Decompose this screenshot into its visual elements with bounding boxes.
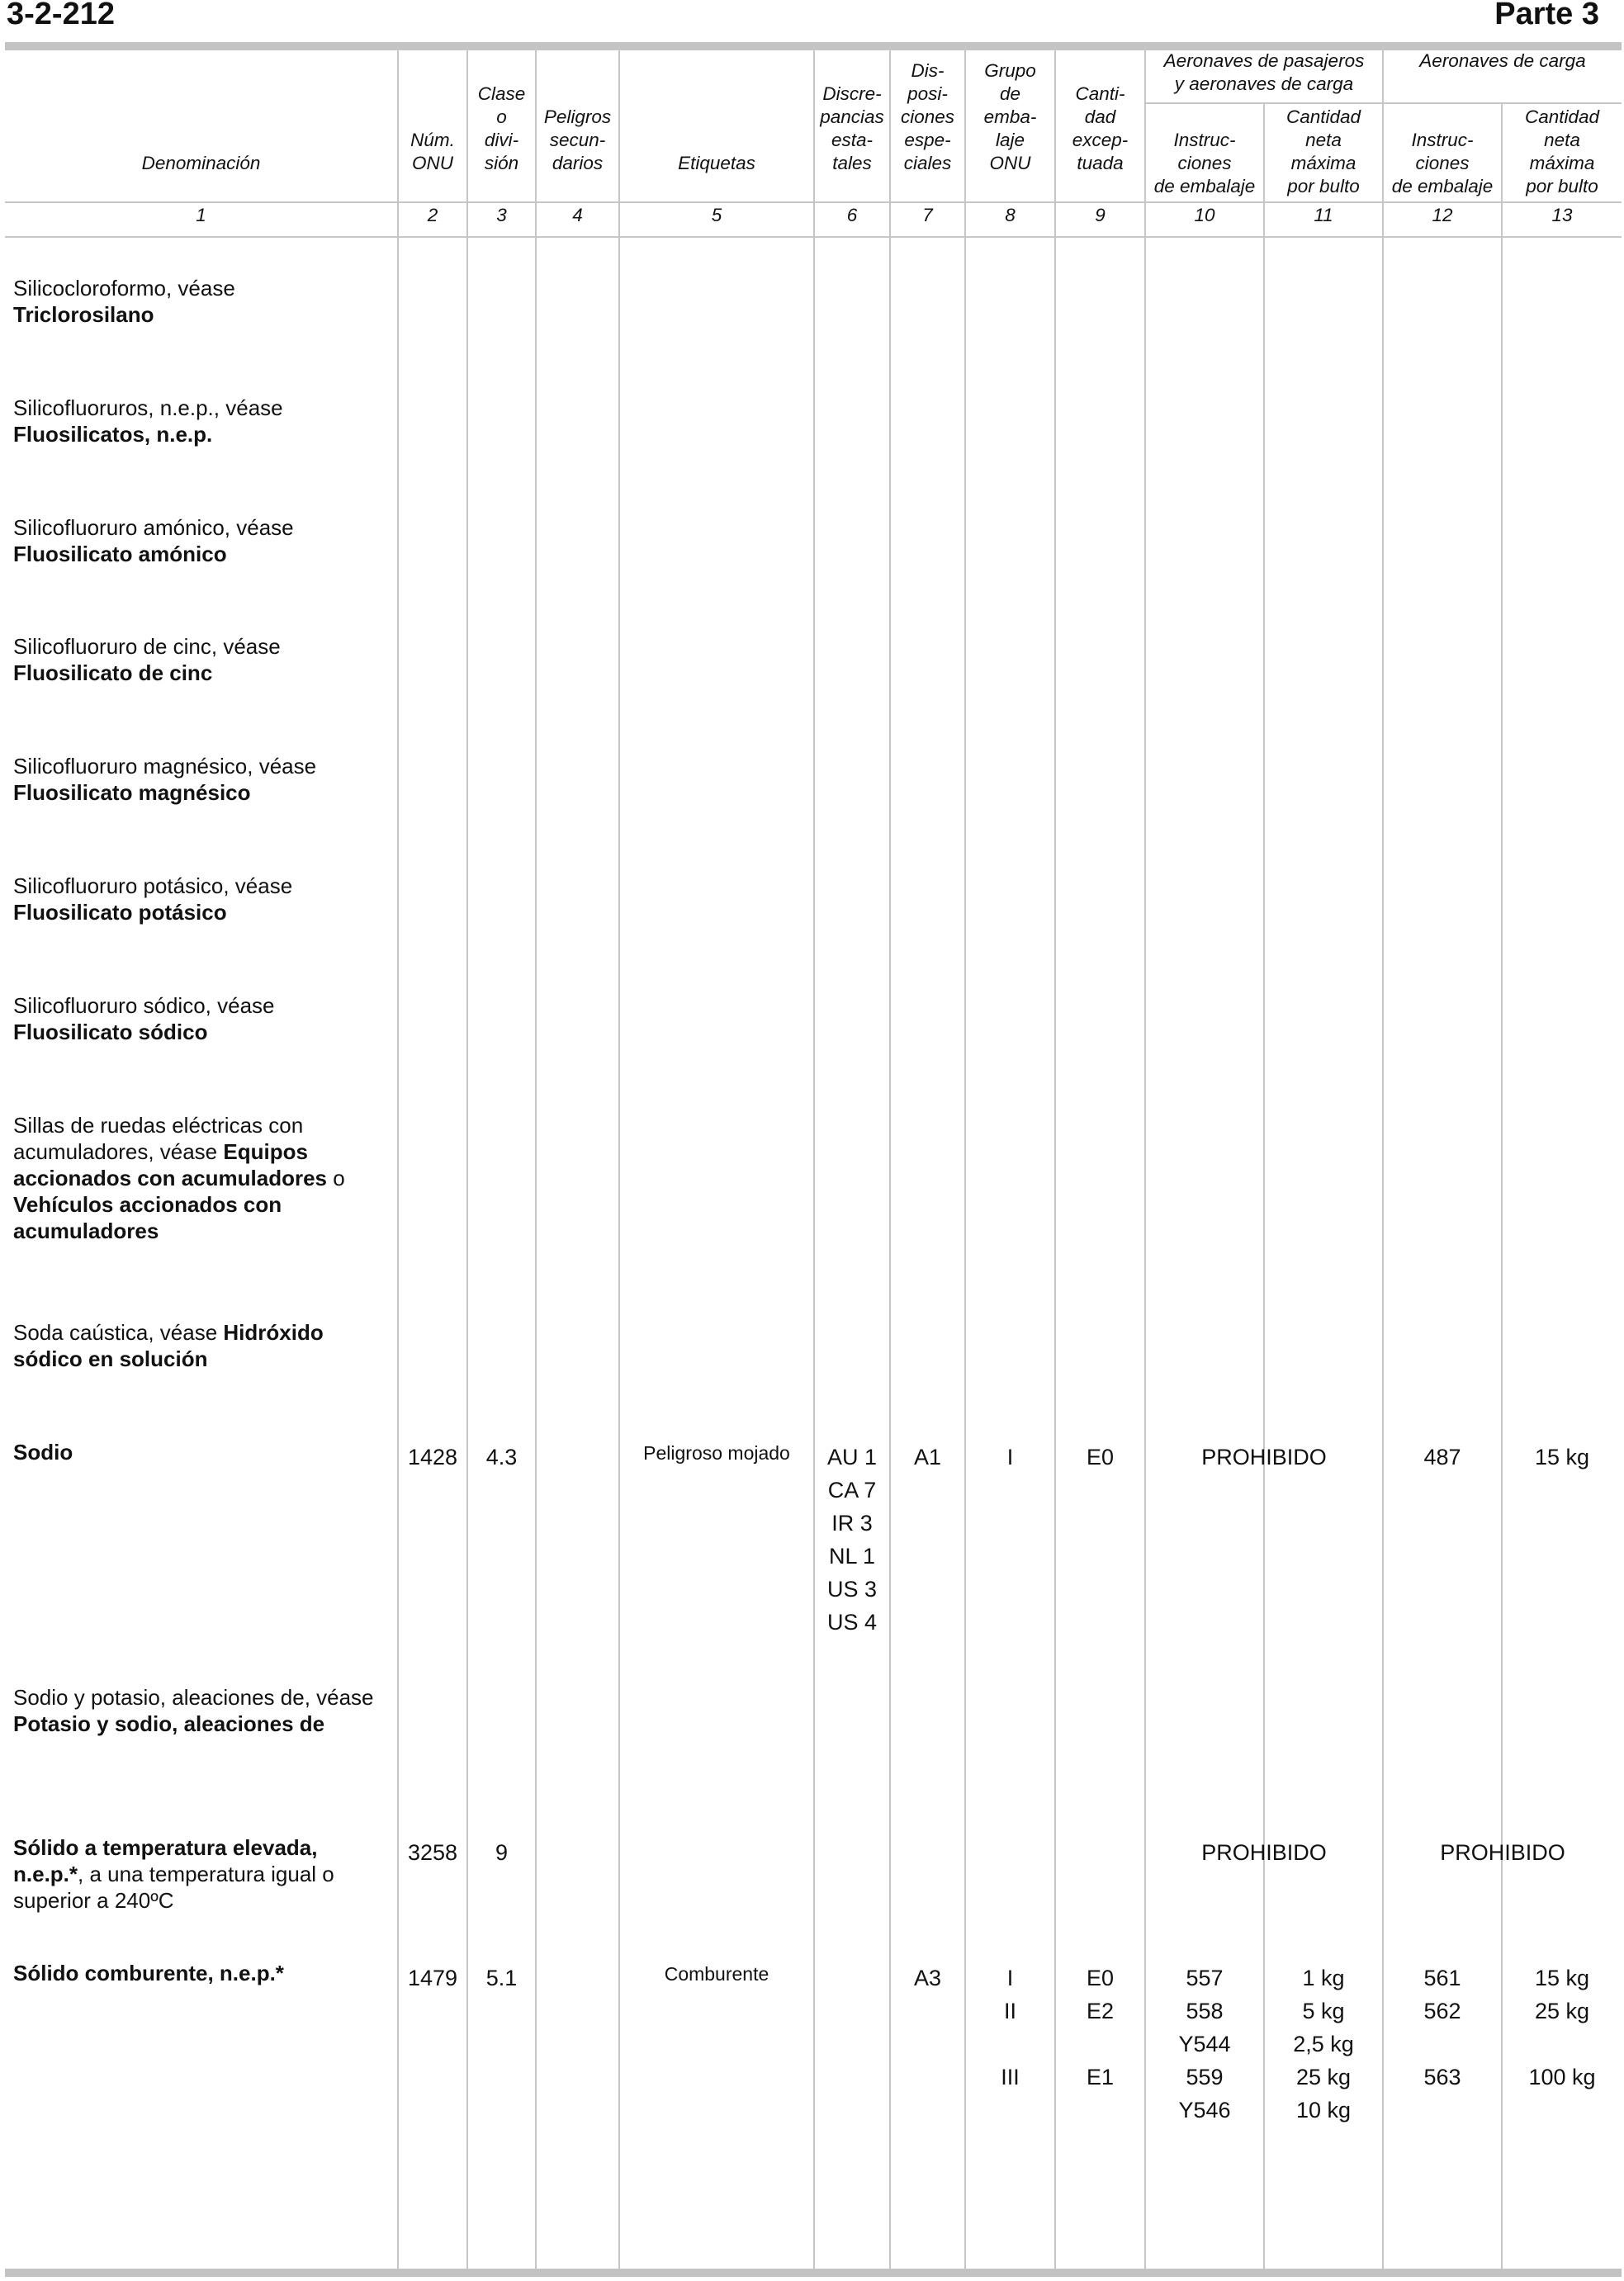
header-grupo: Grupo de emba- laje ONU [983,60,1037,173]
header-cantidad-neta-pasajeros: Cantidad neta máxima por bulto [1285,106,1361,196]
excepted-quantity: E0 E2 E1 [1086,1966,1115,2089]
column-number: 11 [1314,205,1333,225]
entry-text: Silicofluoruro potásico, véase [13,873,293,898]
entry-text: Sodio y potasio, aleaciones de, véase [13,1685,374,1710]
col-divider [535,46,537,2269]
header-cantidad-exceptuada: Canti- dad excep- tuada [1072,83,1129,173]
header-discrepancias: Discre- pancias esta- tales [820,83,884,173]
cargo-net-quantity: 15 kg [1534,1445,1590,1469]
header-divider [5,236,1622,238]
entry-reference: Hidróxido sódico en solución [13,1320,324,1371]
table-row [13,514,381,567]
un-number: 1479 [407,1966,458,1990]
entry-text: Silicofluoruro de cinc, véase [13,634,281,659]
state-variations: AU 1 CA 7 IR 3 NL 1 US 3 US 4 [826,1445,878,1635]
table-row [13,275,381,328]
entry-text: Silicofluoruro magnésico, véase [13,754,317,778]
header-instrucciones-carga: Instruc- ciones de embalaje [1391,130,1494,196]
entry-reference: Fluosilicatos, n.e.p. [13,422,213,447]
passenger-net-quantity: 1 kg 5 kg 2,5 kg 25 kg 10 kg [1293,1966,1354,2122]
column-number: 10 [1194,205,1215,225]
cargo-packing-instruction: 487 [1423,1445,1461,1469]
class-division: 5.1 [485,1966,518,1990]
entry-text: o [333,1166,345,1190]
column-number: 13 [1551,205,1573,225]
un-number: 1428 [407,1445,458,1469]
column-number: 1 [196,205,206,225]
col-divider [1501,103,1503,2269]
passenger-packing-instruction: 557 558 Y544 559 Y546 [1178,1966,1231,2122]
entry-reference: Fluosilicato magnésico [13,780,251,805]
class-division: 9 [495,1840,509,1865]
packing-group: I II III [1001,1966,1020,2089]
cargo-net-quantity: 15 kg 25 kg 100 kg [1528,1966,1596,2089]
col-divider [1144,46,1146,2269]
col-divider [889,46,891,2269]
header-cantidad-neta-carga: Cantidad neta máxima por bulto [1524,106,1600,196]
header-instrucciones-pasajeros: Instruc- ciones de embalaje [1153,130,1256,196]
label-text: Comburente [664,1963,769,1985]
entry-reference: Fluosilicato de cinc [13,660,213,685]
col-divider [618,46,620,2269]
excepted-quantity: E0 [1086,1445,1115,1469]
col-divider [964,46,966,2269]
header-disposiciones: Dis- posi- ciones espe- ciales [900,60,955,173]
entry-reference: Fluosilicato sódico [13,1020,208,1044]
entry-text: Soda caústica, véase [13,1320,218,1345]
table-row [13,395,381,447]
entry-text: Silicofluoruro amónico, véase [13,515,294,540]
column-number: 6 [846,205,858,225]
entry-name: Sodio [13,1440,73,1465]
page-number: 3-2-212 [7,0,115,31]
label-text: Peligroso mojado [643,1442,790,1464]
header-aeronaves-carga: Aeronaves de carga [1419,50,1586,71]
table-row [13,1319,381,1372]
header-clase: Clase o divi- sión [477,83,526,173]
entry-text: Silicofluoruros, n.e.p., véase [13,395,283,420]
entry-name: Sólido a temperatura elevada, n.e.p.* [13,1835,318,1886]
column-number: 8 [1005,205,1016,225]
entry-text: , a una temperatura igual o superior a 240ºC [13,1862,334,1913]
bottom-rule [5,2269,1622,2277]
column-number: 12 [1432,205,1453,225]
part-label: Parte 3 [1494,0,1599,31]
class-division: 4.3 [485,1445,518,1469]
col-divider [1054,46,1056,2269]
packing-group: I [1006,1445,1014,1469]
passenger-aircraft-status: PROHIBIDO [1201,1445,1327,1469]
column-number: 9 [1095,205,1106,225]
table-row [13,873,381,925]
entry-text: Sillas de ruedas eléctricas con acumuladores, véase [13,1113,304,1164]
table-row [13,1684,381,1737]
header-aeronaves-pasajeros: Aeronaves de pasajeros y aeronaves de carga [1163,50,1365,94]
entry-reference: Triclorosilano [13,302,154,327]
entry-text: Silicofluoruro sódico, véase [13,993,275,1018]
column-number: 3 [496,205,507,225]
header-divider [5,201,1622,203]
column-number: 5 [711,205,722,225]
header-etiquetas: Etiquetas [678,153,755,173]
table-row [13,992,381,1045]
special-provisions: A3 [913,1966,942,1990]
header-peligros: Peligros secun- darios [543,106,612,173]
table-row [13,633,381,686]
un-number: 3258 [407,1840,458,1865]
entry-reference: Fluosilicato amónico [13,542,227,566]
header-denominacion: Denominación [141,153,261,173]
col-divider [466,46,468,2269]
column-number: 2 [427,205,438,225]
entry-reference: Potasio y sodio, aleaciones de [13,1711,325,1736]
entry-name: Sólido comburente, n.e.p.* [13,1961,284,1985]
column-number: 4 [572,205,583,225]
col-divider [397,46,399,2269]
entry-reference: Equipos accionados con acumuladores [13,1139,328,1190]
cargo-aircraft-status: PROHIBIDO [1440,1840,1565,1865]
table-row [13,753,381,806]
col-divider [1382,46,1384,2269]
column-number: 7 [922,205,933,225]
table-row [13,1112,381,1244]
col-divider [813,46,815,2269]
entry-text: Silicocloroformo, véase [13,276,235,301]
special-provisions: A1 [913,1445,942,1469]
entry-reference: Vehículos accionados con acumuladores [13,1192,282,1243]
passenger-aircraft-status: PROHIBIDO [1201,1840,1327,1865]
header-num-onu: Núm. ONU [410,130,455,173]
cargo-packing-instruction: 561 562 563 [1423,1966,1461,2089]
col-divider [1263,103,1265,2269]
group-divider [1144,102,1622,104]
entry-reference: Fluosilicato potásico [13,900,227,925]
